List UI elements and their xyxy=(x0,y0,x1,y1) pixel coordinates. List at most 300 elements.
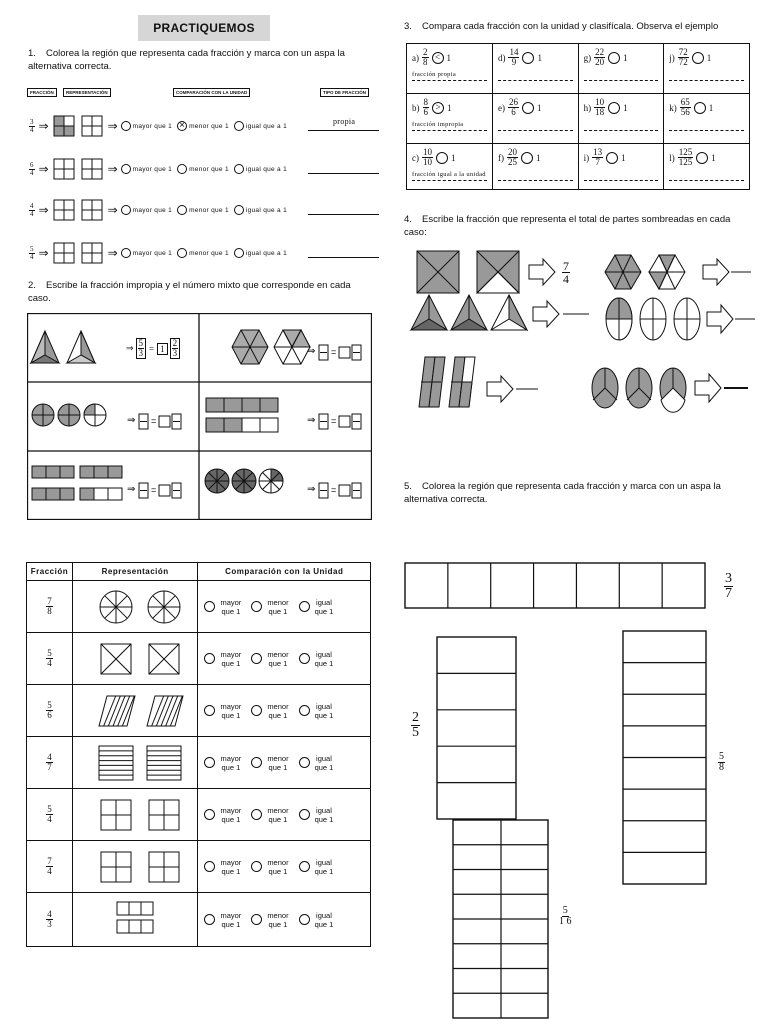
numerator: 65 xyxy=(680,97,690,107)
q4-triangles xyxy=(411,295,589,330)
denominator: 8 xyxy=(423,57,428,67)
option-label: menor que 1 xyxy=(189,206,229,214)
classification-line[interactable] xyxy=(669,121,744,131)
comparison-cell xyxy=(198,789,371,841)
comparison-option[interactable] xyxy=(251,754,288,772)
compare-circle[interactable] xyxy=(694,102,706,114)
q1-header-comparacion: COMPARACIÓN CON LA UNIDAD xyxy=(173,88,250,97)
answer-line[interactable] xyxy=(308,257,379,258)
compare-circle[interactable] xyxy=(608,52,620,64)
fraction-cell xyxy=(27,581,73,633)
option-label: menor que 1 xyxy=(267,753,289,772)
svg-text:=: = xyxy=(331,485,337,495)
option-radio[interactable] xyxy=(121,248,131,258)
fraction xyxy=(46,649,53,668)
option-label: mayor que 1 xyxy=(132,206,173,214)
fraction xyxy=(46,701,53,720)
q4-hexagons xyxy=(605,255,751,289)
q2-example-answer: ⇒ $\frac{5}{3}$ = 1 $\frac{2}{3}$ xyxy=(126,338,180,359)
q5-bar-16 xyxy=(452,819,550,1019)
fraction-cell xyxy=(27,841,73,893)
svg-text:⇒: ⇒ xyxy=(307,346,316,357)
numerator: 3 xyxy=(30,117,34,126)
q1-squares[interactable] xyxy=(53,199,105,221)
q3-row xyxy=(407,144,750,190)
numerator: 4 xyxy=(47,909,52,919)
option-radio[interactable] xyxy=(234,205,244,215)
table-row xyxy=(27,685,371,737)
denominator: 9 xyxy=(511,57,517,67)
fraction xyxy=(422,48,429,67)
svg-text:⇒: ⇒ xyxy=(307,484,316,495)
q2-circles xyxy=(32,404,106,426)
fraction xyxy=(423,98,430,117)
numerator: 22 xyxy=(595,47,605,57)
comparison-option[interactable] xyxy=(204,858,241,876)
option-label: igual que 1 xyxy=(314,701,334,720)
option-label: mayor que 1 xyxy=(132,165,173,173)
option-radio[interactable] xyxy=(177,164,187,174)
comparison-option[interactable] xyxy=(204,650,241,668)
option-radio[interactable]: × xyxy=(177,121,187,131)
arrow-icon: ⇒ xyxy=(38,162,49,176)
arrow-icon: ⇒ xyxy=(107,246,118,260)
comparison-option[interactable] xyxy=(251,598,288,616)
q1-instruction: 1. Colorea la región que representa cada fracción y marca con un aspa la alternativa correcta. xyxy=(28,48,345,72)
item-letter: h) xyxy=(583,102,592,113)
option-radio[interactable] xyxy=(204,914,215,925)
q5-bar-5 xyxy=(436,636,518,820)
option-label: mayor que 1 xyxy=(220,753,242,772)
fraction-cell xyxy=(27,737,73,789)
compare-circle[interactable] xyxy=(608,102,620,114)
unit-one: 1 xyxy=(535,152,541,163)
q2-bars4 xyxy=(206,398,278,432)
q3-cell xyxy=(492,94,578,144)
q3-row xyxy=(407,44,750,94)
q3-cell xyxy=(664,44,750,94)
arrow-icon: ⇒ xyxy=(38,246,49,260)
comparison-option[interactable] xyxy=(251,858,288,876)
option-label: menor que 1 xyxy=(267,649,289,668)
item-letter: c) xyxy=(412,152,419,163)
option-label: mayor que 1 xyxy=(132,122,173,130)
denominator: 20 xyxy=(595,57,605,67)
q5-fraction-5-16: $\frac{5}{1 6}$ xyxy=(559,905,572,927)
answer-template[interactable] xyxy=(307,345,361,360)
fraction xyxy=(592,148,603,167)
option-label: igual que 1 xyxy=(314,753,334,772)
numerator: 2 xyxy=(423,47,428,57)
option-label: mayor que 1 xyxy=(132,249,173,257)
table-row xyxy=(27,581,371,633)
option-radio[interactable] xyxy=(234,248,244,258)
classification-line[interactable] xyxy=(498,71,573,81)
classification-line[interactable] xyxy=(498,171,573,181)
q4-example-answer: $\frac{7}{4}$ xyxy=(563,259,569,286)
q3-cell xyxy=(578,44,664,94)
answer-line[interactable] xyxy=(308,214,379,215)
denominator: 10 xyxy=(423,157,432,167)
q1-row xyxy=(29,198,292,222)
compare-circle[interactable]: < xyxy=(432,52,444,64)
arrow-icon: ⇒ xyxy=(107,203,118,217)
option-label: menor que 1 xyxy=(267,857,289,876)
denominator: 4 xyxy=(47,814,52,824)
classification-line[interactable]: fracción impropia xyxy=(412,121,487,131)
fraction xyxy=(594,98,605,117)
fraction xyxy=(678,148,694,167)
comparison-option[interactable] xyxy=(204,806,241,824)
option-radio[interactable] xyxy=(251,914,262,925)
unit-one: 1 xyxy=(711,152,716,163)
denominator: 6 xyxy=(423,107,428,117)
representation-cell[interactable] xyxy=(72,841,198,893)
option-radio[interactable] xyxy=(204,809,215,820)
fraction xyxy=(594,48,605,67)
table-row xyxy=(27,633,371,685)
answer-line[interactable] xyxy=(308,173,379,174)
q3-table xyxy=(406,43,750,190)
table-row xyxy=(27,893,371,947)
representation-cell[interactable] xyxy=(72,789,198,841)
fraction xyxy=(29,203,35,218)
q4-bars xyxy=(419,357,538,407)
numerator: 10 xyxy=(423,147,432,157)
unit-one: 1 xyxy=(451,152,456,163)
representation-cell[interactable] xyxy=(72,633,198,685)
option-label: mayor que 1 xyxy=(220,857,242,876)
q1-row xyxy=(29,241,292,265)
arrow-icon: ⇒ xyxy=(107,162,118,176)
fraction xyxy=(29,162,35,177)
unit-one: 1 xyxy=(706,52,712,63)
numerator: 14 xyxy=(509,47,519,57)
q5-bar-8 xyxy=(622,630,708,886)
q1-squares[interactable] xyxy=(53,242,105,264)
numerator: 7 xyxy=(47,856,52,866)
option-label: igual que a 1 xyxy=(245,165,287,173)
option-label: menor que 1 xyxy=(267,701,289,720)
classification-line[interactable] xyxy=(669,71,744,81)
svg-text:=: = xyxy=(151,416,157,426)
option-radio[interactable] xyxy=(251,809,262,820)
compare-circle[interactable] xyxy=(436,152,448,164)
representation-cell[interactable] xyxy=(72,581,198,633)
q5-instruction: 5. Colorea la región que representa cada fracción y marca con un aspa la alternativa correcta. xyxy=(404,481,721,505)
comparison-option[interactable] xyxy=(299,911,334,929)
comparison-option[interactable] xyxy=(251,911,288,929)
compare-circle[interactable] xyxy=(521,152,533,164)
comparison-option[interactable] xyxy=(204,702,241,720)
answer-line[interactable] xyxy=(308,130,379,131)
q5-fraction-3-7: $\frac{3}{7}$ xyxy=(725,571,732,601)
numerator: 4 xyxy=(47,752,52,762)
answer-template[interactable] xyxy=(307,483,361,498)
comparison-cell xyxy=(198,581,371,633)
comparison-option[interactable] xyxy=(299,650,334,668)
numerator: 10 xyxy=(595,97,605,107)
item-letter: k) xyxy=(669,102,677,113)
answer-template[interactable] xyxy=(307,414,361,429)
table-header: Representación xyxy=(72,563,198,581)
comparison-option[interactable] xyxy=(299,702,334,720)
classification-line[interactable] xyxy=(498,121,573,131)
item-letter: a) xyxy=(412,52,419,63)
fraction-cell xyxy=(27,685,73,737)
option-radio[interactable] xyxy=(251,705,262,716)
q2-triangles xyxy=(31,331,95,363)
option-label: igual que 1 xyxy=(314,597,334,616)
option-label: menor que 1 xyxy=(189,249,229,257)
q1-squares[interactable] xyxy=(53,115,105,137)
option-radio[interactable] xyxy=(299,914,310,925)
option-radio[interactable] xyxy=(251,757,262,768)
representation-cell[interactable] xyxy=(72,685,198,737)
fraction xyxy=(29,119,35,134)
classification-line[interactable] xyxy=(669,171,744,181)
representation-cell[interactable] xyxy=(72,893,198,947)
q4-figures xyxy=(405,245,765,415)
q1-squares[interactable] xyxy=(53,158,105,180)
q5-fraction-2-5: $\frac{2}{5}$ xyxy=(412,710,419,740)
option-radio[interactable] xyxy=(204,653,215,664)
comparison-cell xyxy=(198,737,371,789)
fraction xyxy=(422,148,433,167)
table-row xyxy=(27,737,371,789)
option-radio[interactable] xyxy=(299,705,310,716)
q2-bars3 xyxy=(32,466,122,500)
unit-one: 1 xyxy=(623,102,628,113)
q3-cell xyxy=(492,144,578,190)
table-header: Comparación con la Unidad xyxy=(198,563,371,581)
q3-cell xyxy=(407,144,493,190)
classification-line[interactable] xyxy=(584,121,659,131)
numerator: 26 xyxy=(508,97,518,107)
answer-template[interactable] xyxy=(127,483,181,498)
q1-row xyxy=(29,157,292,181)
q3-cell xyxy=(407,94,493,144)
denominator: 7 xyxy=(595,157,600,167)
unit-one: 1 xyxy=(447,102,452,113)
comparison-cell xyxy=(198,893,371,947)
option-radio[interactable] xyxy=(299,757,310,768)
fraction xyxy=(46,910,53,929)
fraction xyxy=(678,48,689,67)
numerator: 13 xyxy=(593,147,603,157)
classification-line[interactable]: fracción igual a la unidad xyxy=(412,171,487,181)
option-label: menor que 1 xyxy=(189,122,229,130)
comparison-option[interactable] xyxy=(299,754,334,772)
denominator: 25 xyxy=(507,157,517,167)
numerator: 20 xyxy=(507,147,517,157)
q2-hexagons xyxy=(232,330,310,364)
table-row xyxy=(27,841,371,893)
numerator: 7 xyxy=(47,596,52,606)
q3-cell xyxy=(492,44,578,94)
table-header-row xyxy=(27,563,371,581)
option-label: menor que 1 xyxy=(189,165,229,173)
fraction xyxy=(46,753,53,772)
option-radio[interactable] xyxy=(299,653,310,664)
q5-bar-7 xyxy=(404,562,706,610)
q3-instruction: 3. Compara cada fracción con la unidad y clasifícala. Observa el ejemplo xyxy=(404,21,719,32)
svg-text:⇒: ⇒ xyxy=(127,415,136,426)
numerator: 72 xyxy=(678,47,688,57)
option-radio[interactable] xyxy=(251,653,262,664)
comparison-option[interactable] xyxy=(204,754,241,772)
denominator: 4 xyxy=(30,209,34,218)
numerator: 5 xyxy=(30,244,34,253)
option-radio[interactable] xyxy=(251,861,262,872)
classification-line[interactable] xyxy=(584,71,659,81)
option-radio[interactable] xyxy=(204,757,215,768)
fraction xyxy=(680,98,691,117)
fraction-type: propia xyxy=(333,117,356,126)
denominator: 6 xyxy=(47,710,52,720)
item-letter: e) xyxy=(497,102,505,113)
numerator: 6 xyxy=(30,160,34,169)
arrow-icon: ⇒ xyxy=(38,203,49,217)
q3-cell xyxy=(664,144,750,190)
denominator: 7 xyxy=(47,762,52,772)
fraction-cell xyxy=(27,633,73,685)
compare-circle[interactable] xyxy=(692,52,704,64)
compare-circle[interactable] xyxy=(696,152,708,164)
q5-fraction-5-8: $\frac{5}{8}$ xyxy=(719,751,724,773)
compare-circle[interactable]: > xyxy=(432,102,444,114)
table-header: Fracción xyxy=(27,563,73,581)
numerator: 125 xyxy=(678,147,693,157)
item-letter: l) xyxy=(669,152,675,163)
numerator: 5 xyxy=(47,804,52,814)
comparison-cell xyxy=(198,633,371,685)
item-letter: b) xyxy=(412,102,420,113)
item-letter: j) xyxy=(669,52,675,63)
fraction xyxy=(46,597,53,616)
option-radio[interactable] xyxy=(204,601,215,612)
option-radio[interactable] xyxy=(234,121,244,131)
option-label: mayor que 1 xyxy=(220,701,242,720)
denominator: 125 xyxy=(678,157,693,167)
classification-line[interactable]: fracción propia xyxy=(412,71,487,81)
option-radio[interactable] xyxy=(234,164,244,174)
fraction xyxy=(507,148,518,167)
svg-text:=: = xyxy=(151,485,157,495)
option-label: mayor que 1 xyxy=(220,649,242,668)
arrow-icon: ⇒ xyxy=(107,119,118,133)
numerator: 4 xyxy=(30,201,34,210)
option-radio[interactable] xyxy=(204,861,215,872)
comparison-option[interactable] xyxy=(204,911,241,929)
comparison-cell xyxy=(198,841,371,893)
q1-header-fraccion: FRACCIÓN xyxy=(27,88,57,97)
item-letter: i) xyxy=(583,152,590,163)
option-label: menor que 1 xyxy=(267,805,289,824)
numerator: 5 xyxy=(47,648,52,658)
comparison-option[interactable] xyxy=(251,702,288,720)
comparison-option[interactable] xyxy=(251,650,288,668)
table-row xyxy=(27,789,371,841)
option-radio[interactable] xyxy=(121,121,131,131)
comparison-option[interactable] xyxy=(251,806,288,824)
comparison-option[interactable] xyxy=(299,858,334,876)
denominator: 4 xyxy=(30,125,34,134)
compare-circle[interactable] xyxy=(522,102,534,114)
option-radio[interactable] xyxy=(177,205,187,215)
fraction xyxy=(508,98,519,117)
svg-text:=: = xyxy=(331,416,337,426)
option-label: mayor que 1 xyxy=(220,910,242,929)
option-radio[interactable] xyxy=(299,809,310,820)
fraction xyxy=(29,246,35,261)
denominator: 3 xyxy=(47,919,52,929)
denominator: 4 xyxy=(47,658,52,668)
option-radio[interactable] xyxy=(299,601,310,612)
option-radio[interactable] xyxy=(299,861,310,872)
q1-header-representacion: REPRESENTACIÓN xyxy=(63,88,111,97)
fraction-cell xyxy=(27,893,73,947)
item-letter: d) xyxy=(497,52,506,63)
compare-circle[interactable] xyxy=(606,152,618,164)
unit-one: 1 xyxy=(536,102,542,113)
svg-text:⇒: ⇒ xyxy=(127,484,136,495)
q4-squares xyxy=(417,251,555,293)
svg-text:=: = xyxy=(331,347,337,357)
option-radio[interactable] xyxy=(177,248,187,258)
option-radio[interactable] xyxy=(121,164,131,174)
option-label: menor que 1 xyxy=(267,910,289,929)
q3-cell xyxy=(407,44,493,94)
denominator: 4 xyxy=(30,252,34,261)
numerator: 5 xyxy=(47,700,52,710)
option-label: igual que 1 xyxy=(314,910,334,929)
comparison-option[interactable] xyxy=(299,806,334,824)
comparison-table xyxy=(26,562,371,947)
option-label: menor que 1 xyxy=(267,597,289,616)
option-label: igual que a 1 xyxy=(245,122,287,130)
svg-text:⇒: ⇒ xyxy=(307,415,316,426)
denominator: 8 xyxy=(47,606,52,616)
q4-ovals xyxy=(592,368,748,412)
q2-grid xyxy=(27,313,372,520)
option-label: igual que a 1 xyxy=(245,206,287,214)
q3-cell xyxy=(578,94,664,144)
classification-line[interactable] xyxy=(584,171,659,181)
fraction xyxy=(46,805,53,824)
denominator: 4 xyxy=(30,168,34,177)
numerator: 8 xyxy=(423,97,428,107)
comparison-option[interactable] xyxy=(299,598,334,616)
denominator: 6 xyxy=(511,107,516,117)
option-label: igual que a 1 xyxy=(245,249,287,257)
option-label: mayor que 1 xyxy=(220,597,242,616)
representation-cell[interactable] xyxy=(72,737,198,789)
compare-circle[interactable] xyxy=(522,52,534,64)
arrow-icon: ⇒ xyxy=(38,119,49,133)
fraction-cell xyxy=(27,789,73,841)
answer-template[interactable] xyxy=(127,414,181,429)
denominator: 18 xyxy=(595,107,605,117)
option-radio[interactable] xyxy=(251,601,262,612)
option-label: mayor que 1 xyxy=(220,805,242,824)
option-radio[interactable] xyxy=(204,705,215,716)
option-radio[interactable] xyxy=(121,205,131,215)
q3-cell xyxy=(664,94,750,144)
q3-row xyxy=(407,94,750,144)
comparison-option[interactable] xyxy=(204,598,241,616)
q1-row xyxy=(29,114,292,138)
